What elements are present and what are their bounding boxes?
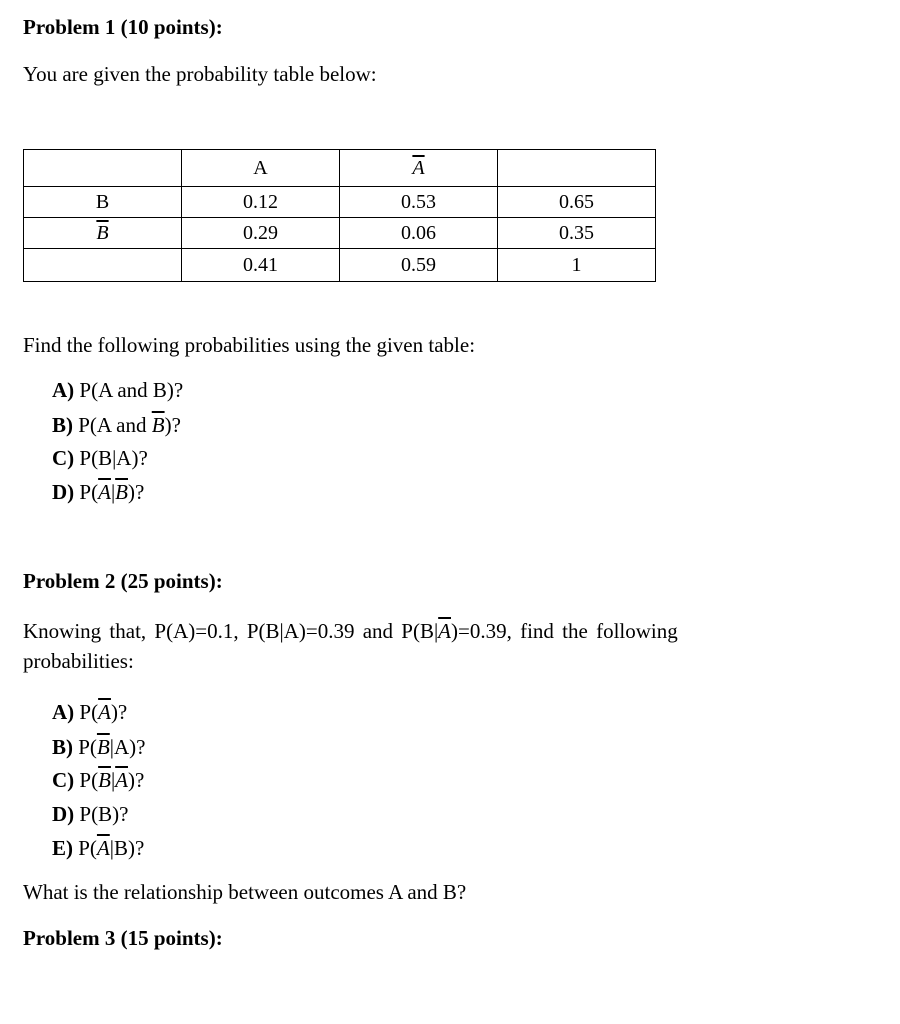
table-row [24,249,656,282]
table-cell: 0.06 [340,218,498,249]
table-row-label-b: B [24,187,182,218]
problem1-question-c: C) P(B|A)? [52,446,148,470]
table-cell [24,249,182,282]
table-row-label-not-b: $\overline{B}$ [24,218,182,249]
problem2-question-d: D) P(B)? [52,802,129,826]
problem2-question-c: C) $P(\overline{B}|\overline{A})$? [52,768,145,792]
problem2-statement-line2: probabilities: [23,649,134,673]
table-cell: 0.53 [340,187,498,218]
problem1-heading: Problem 1 (10 points): [23,15,223,39]
table-cell: 1 [498,249,656,282]
table-cell [498,150,656,187]
table-row [24,187,656,218]
problem1-intro: You are given the probability table below: [23,62,377,86]
problem1-question-d: D) $P(\overline{A}|\overline{B})$? [52,480,145,504]
table-cell: 0.35 [498,218,656,249]
problem2-statement-line1: Knowing that, P(A)=0.1, P(B|A)=0.39 and $P(B|\overline{A})=0.39$, find the following [23,619,678,643]
problem2-question-a: A) $P(\overline{A})$? [52,700,128,724]
table-header-a: A [182,150,340,187]
table-cell: 0.65 [498,187,656,218]
problem2-question-b: B) $P(\overline{B}|A)$? [52,735,146,759]
probability-table [23,149,656,282]
table-header-not-a: $\overline{A}$ [340,150,498,187]
problem3-heading: Problem 3 (15 points): [23,926,223,950]
problem2-question-e: E) $P(\overline{A}|B)$? [52,836,145,860]
table-cell: 0.41 [182,249,340,282]
table-row [24,150,656,187]
problem2-relationship-question: What is the relationship between outcomes A and B? [23,880,467,904]
problem1-question-a: A) P(A and B)? [52,378,184,402]
table-cell: 0.59 [340,249,498,282]
table-cell: 0.29 [182,218,340,249]
problem1-question-b: B) P(A and $\overline{B}$)? [52,413,181,437]
problem2-heading: Problem 2 (25 points): [23,569,223,593]
table-cell [24,150,182,187]
table-row [24,218,656,249]
problem1-instruction: Find the following probabilities using the given table: [23,333,476,357]
table-cell: 0.12 [182,187,340,218]
